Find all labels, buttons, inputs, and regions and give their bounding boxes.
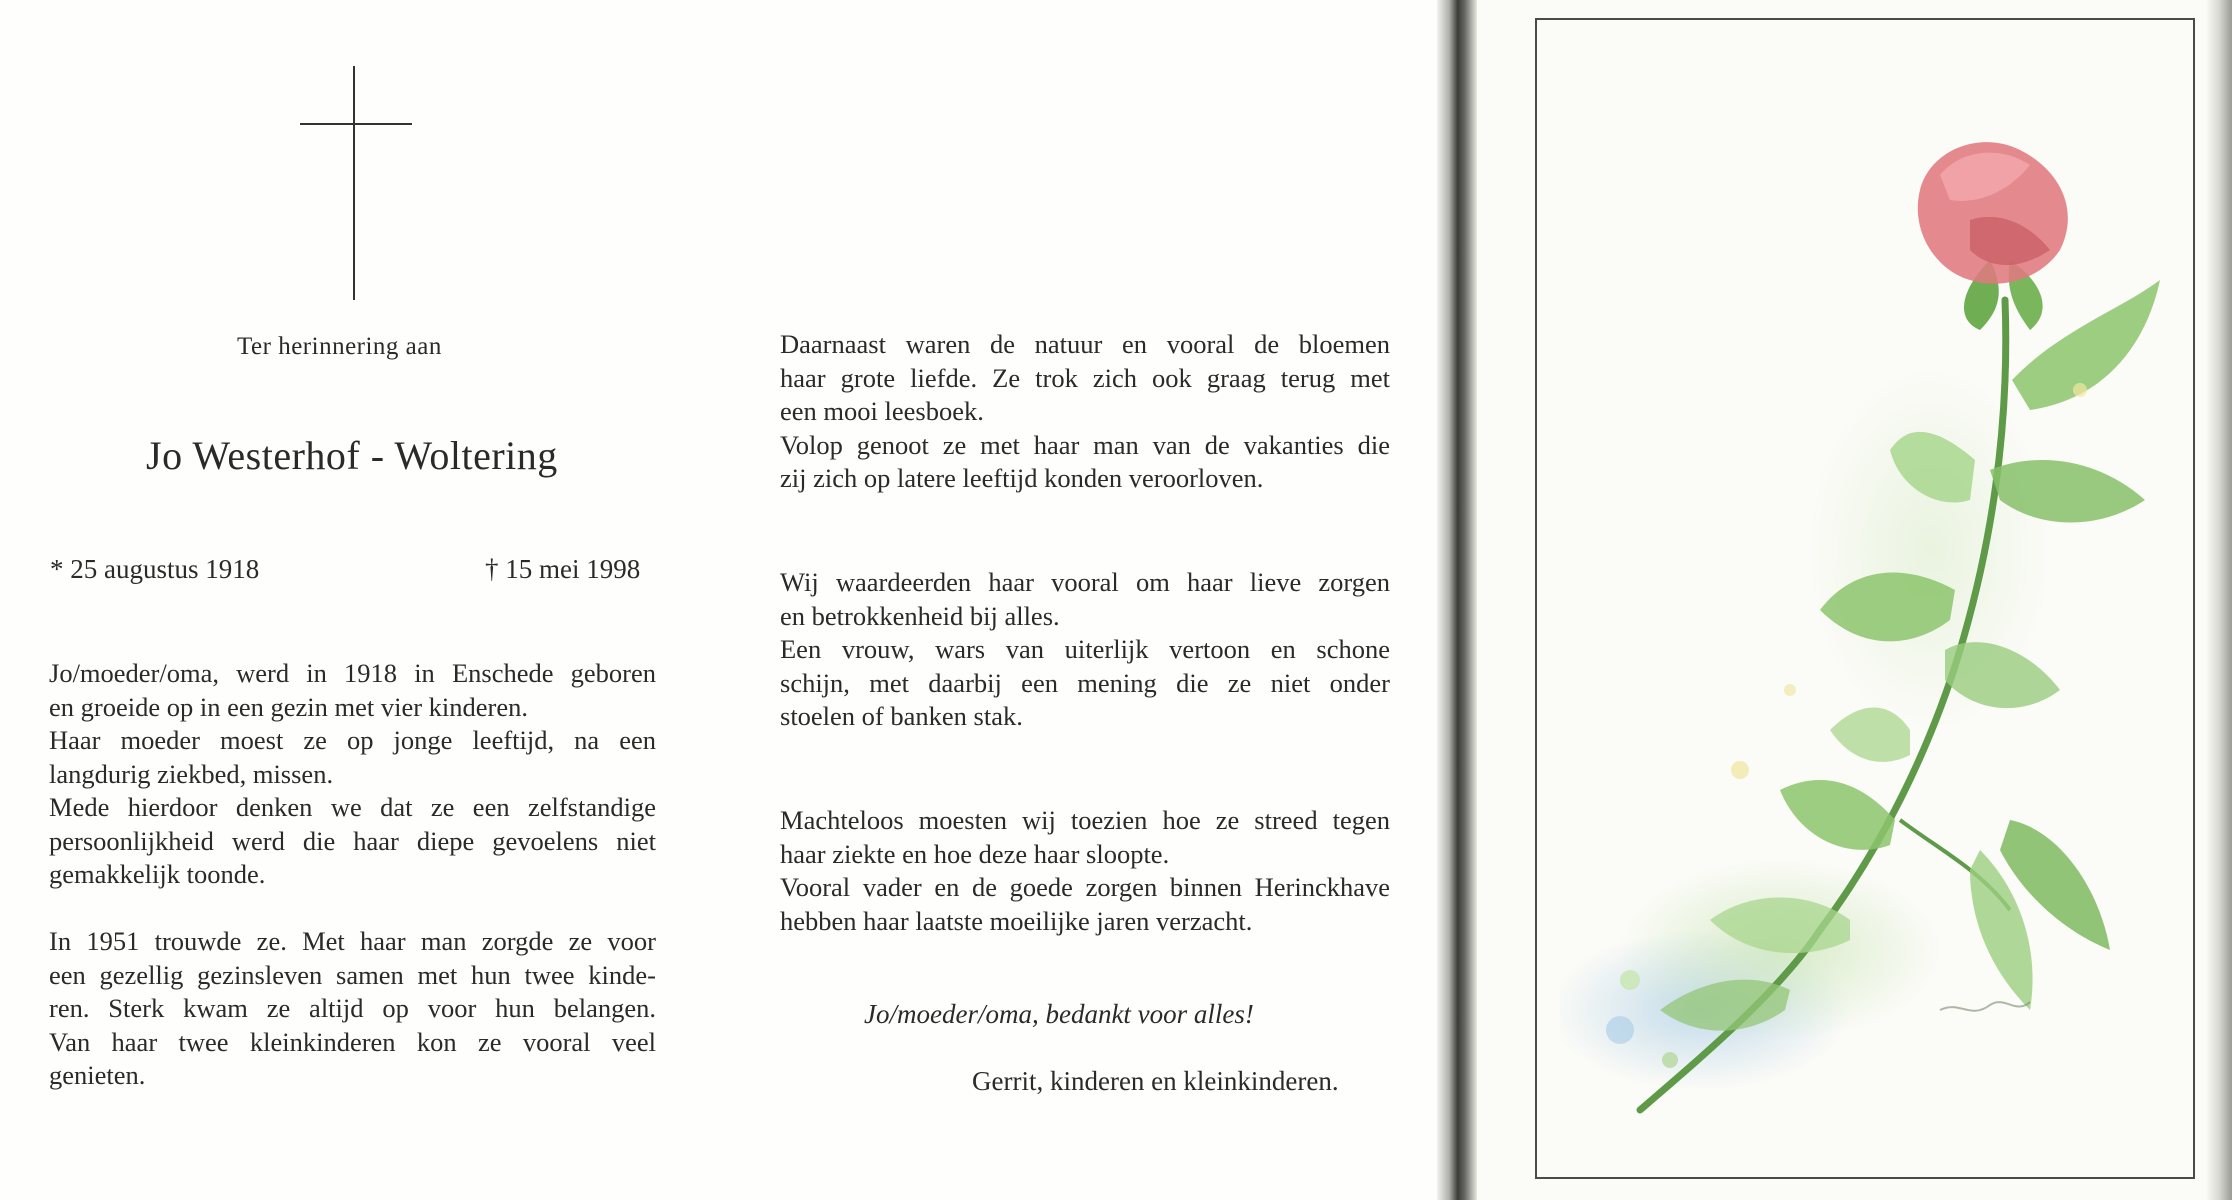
cross-icon-bar <box>300 123 412 125</box>
biography-paragraph-2 <box>49 925 656 1093</box>
text-line: Vooral vader en de goede zorgen binnen Herinckhave <box>780 872 1390 902</box>
deceased-name: Jo Westerhof - Woltering <box>146 433 558 478</box>
text-line: langdurig ziekbed, missen. <box>49 758 334 789</box>
text-line: genieten. <box>49 1060 146 1090</box>
text-line: Machteloos moesten wij toezien hoe ze streed tegen <box>780 805 1390 835</box>
text-line: Volop genoot ze met haar man van de vakanties die <box>780 429 1390 460</box>
text-line: Haar moeder moest ze op jonge leeftijd, na een <box>49 725 656 755</box>
cross-icon <box>353 66 355 300</box>
biography-paragraph-3 <box>780 328 1390 496</box>
text-line: Mede hierdoor denken we dat ze een zelfstandige <box>49 792 656 822</box>
text-line: haar ziekte en hoe deze haar sloopte. <box>780 838 1170 869</box>
birth-date: * 25 augustus 1918 <box>50 554 260 584</box>
text-line: een gezellig gezinsleven samen met hun twee kinde- <box>49 959 656 990</box>
card-edge <box>2206 0 2232 1200</box>
text-line: en betrokkenheid bij alles. <box>780 600 1060 631</box>
text-line: Een vrouw, wars van uiterlijk vertoon en schone <box>780 634 1390 664</box>
text-line: Jo/moeder/oma, werd in 1918 in Enschede geboren <box>49 658 656 688</box>
text-line: Daarnaast waren de natuur en vooral de bloemen <box>780 329 1390 359</box>
signature: Gerrit, kinderen en kleinkinderen. <box>972 1066 1339 1096</box>
death-date: † 15 mei 1998 <box>485 554 641 584</box>
text-line: gemakkelijk toonde. <box>49 859 266 889</box>
biography-paragraph-1 <box>49 657 656 892</box>
text-line: stoelen of banken stak. <box>780 701 1023 731</box>
text-line: ren. Sterk kwam ze altijd op voor hun belangen. <box>49 993 656 1023</box>
text-line: haar grote liefde. Ze trok zich ook graag terug met <box>780 362 1390 393</box>
text-line: hebben haar laatste moeilijke jaren verzacht. <box>780 905 1253 936</box>
text-line: schijn, met daarbij een mening die ze niet onder <box>780 667 1390 698</box>
biography-paragraph-5 <box>780 804 1390 938</box>
biography-paragraph-4 <box>780 566 1390 734</box>
text-line: een mooi leesboek. <box>780 396 984 426</box>
text-line: en groeide op in een gezin met vier kinderen. <box>49 691 529 722</box>
intro-text: Ter herinnering aan <box>237 333 442 360</box>
text-line: Wij waardeerden haar vooral om haar lieve zorgen <box>780 567 1390 597</box>
text-line: Van haar twee kleinkinderen kon ze vooral veel <box>49 1026 656 1057</box>
text-line: persoonlijkheid werd die haar diepe gevoelens niet <box>49 825 656 856</box>
text-line: zij zich op latere leeftijd konden veroorloven. <box>780 463 1264 493</box>
rose-illustration <box>1560 130 2170 1150</box>
closing-line: Jo/moeder/oma, bedankt voor alles! <box>864 999 1254 1029</box>
text-line: In 1951 trouwde ze. Met haar man zorgde ze voor <box>49 926 656 956</box>
card-fold <box>1437 0 1477 1200</box>
